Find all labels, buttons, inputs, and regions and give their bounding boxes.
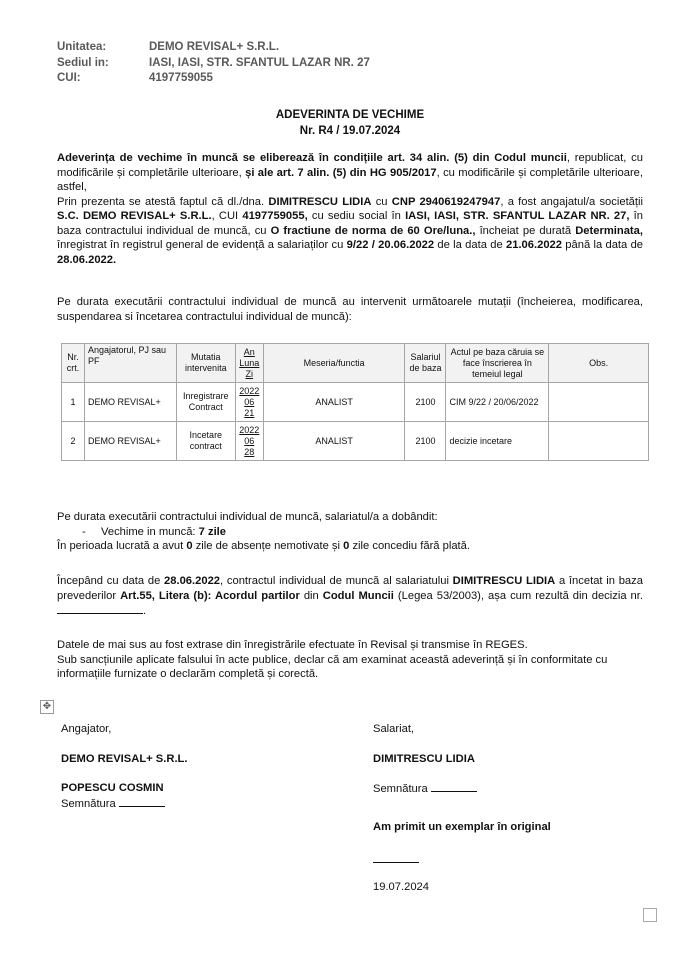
move-icon[interactable]: ✥ bbox=[40, 700, 54, 714]
cell-act: CIM 9/22 / 20/06/2022 bbox=[446, 383, 549, 422]
registration-number: 9/22 / 20.06.2022 bbox=[346, 239, 435, 251]
cell-salary: 2100 bbox=[405, 422, 446, 461]
employee-name: DIMITRESCU LIDIA bbox=[373, 752, 475, 765]
employer-company: DEMO REVISAL+ S.R.L. bbox=[61, 752, 188, 765]
address-row bbox=[57, 56, 370, 72]
unit-row bbox=[57, 40, 370, 56]
text: , contractul individual de muncă al salariatului bbox=[220, 575, 453, 587]
cell-act: decizie incetare bbox=[446, 422, 549, 461]
col-date bbox=[235, 344, 263, 383]
labor-code: Codul Muncii bbox=[322, 589, 394, 602]
text: Prin prezenta se atestă faptul că dl./dna. bbox=[57, 195, 269, 208]
declaration-section bbox=[57, 638, 643, 682]
date-year: 2022 bbox=[239, 385, 260, 396]
mutation-line-2: contract bbox=[189, 441, 222, 451]
mutation-line-1: Incetare bbox=[189, 430, 223, 440]
cell-obs bbox=[549, 422, 649, 461]
cui-row bbox=[57, 71, 370, 87]
termination-section bbox=[57, 574, 643, 619]
col-date-month: Luna bbox=[239, 357, 260, 368]
intro-section bbox=[57, 151, 643, 267]
text: a încetat in baza prevederilor bbox=[57, 575, 643, 602]
received-original-note: Am primit un exemplar în original bbox=[373, 820, 551, 833]
seniority-value: 7 zile bbox=[198, 525, 227, 538]
unit-header bbox=[57, 40, 370, 87]
cell-obs bbox=[549, 383, 649, 422]
legal-basis-paragraph bbox=[57, 151, 643, 195]
mutation-line-2: Contract bbox=[188, 402, 223, 412]
cell-mutation bbox=[176, 383, 235, 422]
text: înregistrat în registrul general de evidență a salariaților cu bbox=[57, 239, 347, 251]
text: , a fost angajatul/a societății bbox=[500, 195, 643, 208]
mutation-line-1: Inregistrare bbox=[183, 391, 229, 401]
text: În perioada lucrată a avut bbox=[57, 540, 187, 552]
col-obs: Obs. bbox=[549, 344, 649, 383]
employer-signature-line bbox=[61, 796, 188, 812]
cell-nr: 1 bbox=[62, 383, 85, 422]
cell-job: ANALIST bbox=[263, 383, 405, 422]
text: până la data de bbox=[562, 239, 644, 251]
document-title: ADEVERINTA DE VECHIME bbox=[275, 109, 425, 121]
text: zile de absențe nemotivate și bbox=[192, 540, 344, 552]
text: încheiat pe durată bbox=[475, 224, 576, 237]
col-salary: Salariul de baza bbox=[405, 344, 446, 383]
contract-duration: Determinata, bbox=[575, 224, 643, 237]
absences-line bbox=[57, 539, 643, 554]
termination-date: 28.06.2022 bbox=[164, 575, 221, 587]
received-signature-line bbox=[373, 852, 551, 868]
cell-date bbox=[235, 383, 263, 422]
employee-name: DIMITRESCU LIDIA bbox=[268, 195, 372, 208]
start-date: 21.06.2022 bbox=[506, 239, 562, 251]
text: , cu modificările și completările ulterioare, astfel, bbox=[57, 166, 643, 193]
decision-number-blank bbox=[57, 603, 143, 614]
col-employer: Angajatorul, PJ sau PF bbox=[84, 344, 176, 383]
date-year: 2022 bbox=[239, 424, 260, 435]
date-day: 28 bbox=[244, 446, 255, 457]
text: din bbox=[299, 589, 323, 602]
end-date: 28.06.2022. bbox=[57, 253, 117, 266]
unexcused-absences: 0 bbox=[186, 540, 193, 552]
employee-signature-blank bbox=[431, 781, 477, 792]
signature-label: Semnătura bbox=[61, 797, 119, 810]
declaration-line-1: Datele de mai sus au fost extrase din înregistrările efectuate în Revisal și transmise în REGES. bbox=[57, 639, 528, 651]
cell-employer: DEMO REVISAL+ bbox=[84, 422, 176, 461]
text: zile concediu fără plată. bbox=[349, 540, 470, 552]
date-month: 06 bbox=[244, 396, 255, 407]
text: , CUI bbox=[211, 210, 243, 222]
table-header-row bbox=[62, 344, 649, 383]
col-date-day: Zi bbox=[245, 368, 254, 379]
acquired-section bbox=[57, 510, 643, 554]
legal-article: Art.55, Litera (b): Acordul partilor bbox=[120, 589, 300, 602]
document-number: Nr. R4 / 19.07.2024 bbox=[299, 124, 401, 137]
text: în baza contractului individual de muncă, cu bbox=[57, 210, 643, 237]
unit-label: Unitatea: bbox=[57, 41, 107, 53]
col-mutation: Mutatia intervenita bbox=[176, 344, 235, 383]
legal-basis-bold: Adeverința de vechime în muncă se eliberează în condițiile art. 34 alin. (5) din Codul muncii bbox=[57, 152, 567, 164]
employee-name: DIMITRESCU LIDIA bbox=[452, 575, 556, 587]
employee-cnp: CNP 2940619247947 bbox=[391, 195, 501, 208]
attestation-paragraph bbox=[57, 195, 643, 268]
date-month: 06 bbox=[244, 435, 255, 446]
text: de la data de bbox=[434, 239, 506, 251]
unit-value: DEMO REVISAL+ S.R.L. bbox=[149, 41, 280, 53]
signature-label: Semnătura bbox=[373, 783, 431, 795]
cell-mutation bbox=[176, 422, 235, 461]
text: , republicat, cu modificările și completările ulterioare, bbox=[57, 152, 643, 179]
employee-label: Salariat, bbox=[373, 723, 415, 735]
table-row bbox=[62, 383, 649, 422]
resize-handle-icon[interactable] bbox=[643, 908, 657, 922]
company-cui: 4197759055, bbox=[242, 210, 308, 222]
document-title-block bbox=[0, 108, 700, 139]
address-label: Sediul in: bbox=[57, 56, 109, 69]
company-address: IASI, IASI, STR. SFANTUL LAZAR NR. 27, bbox=[405, 210, 630, 222]
employer-signature-block bbox=[61, 722, 188, 811]
employee-signature-block bbox=[373, 722, 551, 894]
employer-label: Angajator, bbox=[61, 723, 112, 735]
text: Începând cu data de bbox=[57, 575, 165, 587]
cui-value: 4197759055 bbox=[149, 72, 213, 84]
text: . bbox=[143, 605, 147, 617]
bullet-dash: - bbox=[82, 525, 86, 538]
seniority-item bbox=[57, 525, 643, 540]
declaration-line-2: Sub sancțiunile aplicate falsului în acte publice, declar că am examinat această adeverință și în conformitate cu informațiile furnizate o declarăm completă și corectă. bbox=[57, 653, 608, 680]
cell-salary: 2100 bbox=[405, 383, 446, 422]
cui-label: CUI: bbox=[57, 72, 81, 84]
cell-job: ANALIST bbox=[263, 422, 405, 461]
received-signature-blank bbox=[373, 852, 419, 863]
unpaid-leave-days: 0 bbox=[343, 540, 350, 552]
text: cu sediu social în bbox=[307, 210, 406, 222]
hg-reference: și ale art. 7 alin. (5) din HG 905/2017 bbox=[245, 166, 437, 179]
mutations-intro bbox=[57, 295, 643, 324]
cell-employer: DEMO REVISAL+ bbox=[84, 383, 176, 422]
receipt-date: 19.07.2024 bbox=[373, 880, 429, 893]
address-value: IASI, IASI, STR. SFANTUL LAZAR NR. 27 bbox=[149, 56, 370, 69]
text: cu bbox=[371, 195, 392, 208]
col-date-year: An bbox=[243, 346, 255, 357]
employee-signature-line bbox=[373, 781, 551, 797]
cell-nr: 2 bbox=[62, 422, 85, 461]
date-day: 21 bbox=[244, 407, 255, 418]
work-norm: O fractiune de norma de 60 Ore/luna., bbox=[270, 224, 476, 237]
col-nr: Nr. crt. bbox=[62, 344, 85, 383]
termination-paragraph bbox=[57, 574, 643, 619]
acquired-intro: Pe durata executării contractului individual de muncă, salariatul/a a dobândit: bbox=[57, 511, 438, 523]
table-row bbox=[62, 422, 649, 461]
company-name: S.C. DEMO REVISAL+ S.R.L. bbox=[57, 210, 212, 222]
employer-signature-blank bbox=[119, 796, 165, 807]
cell-date bbox=[235, 422, 263, 461]
mutations-table bbox=[61, 343, 649, 461]
col-job: Meseria/functia bbox=[263, 344, 405, 383]
mutations-intro-text: Pe durata executării contractului individual de muncă au intervenit următoarele mutații (încheierea, modificarea, suspendarea si încetarea contractului individual de muncă): bbox=[57, 296, 643, 323]
text: (Legea 53/2003), așa cum rezultă din decizia nr. bbox=[393, 589, 643, 602]
seniority-label: Vechime in muncă: bbox=[101, 525, 199, 538]
employer-representative: POPESCU COSMIN bbox=[61, 782, 164, 794]
col-act: Actul pe baza căruia se face înscrierea în temeiul legal bbox=[446, 344, 549, 383]
